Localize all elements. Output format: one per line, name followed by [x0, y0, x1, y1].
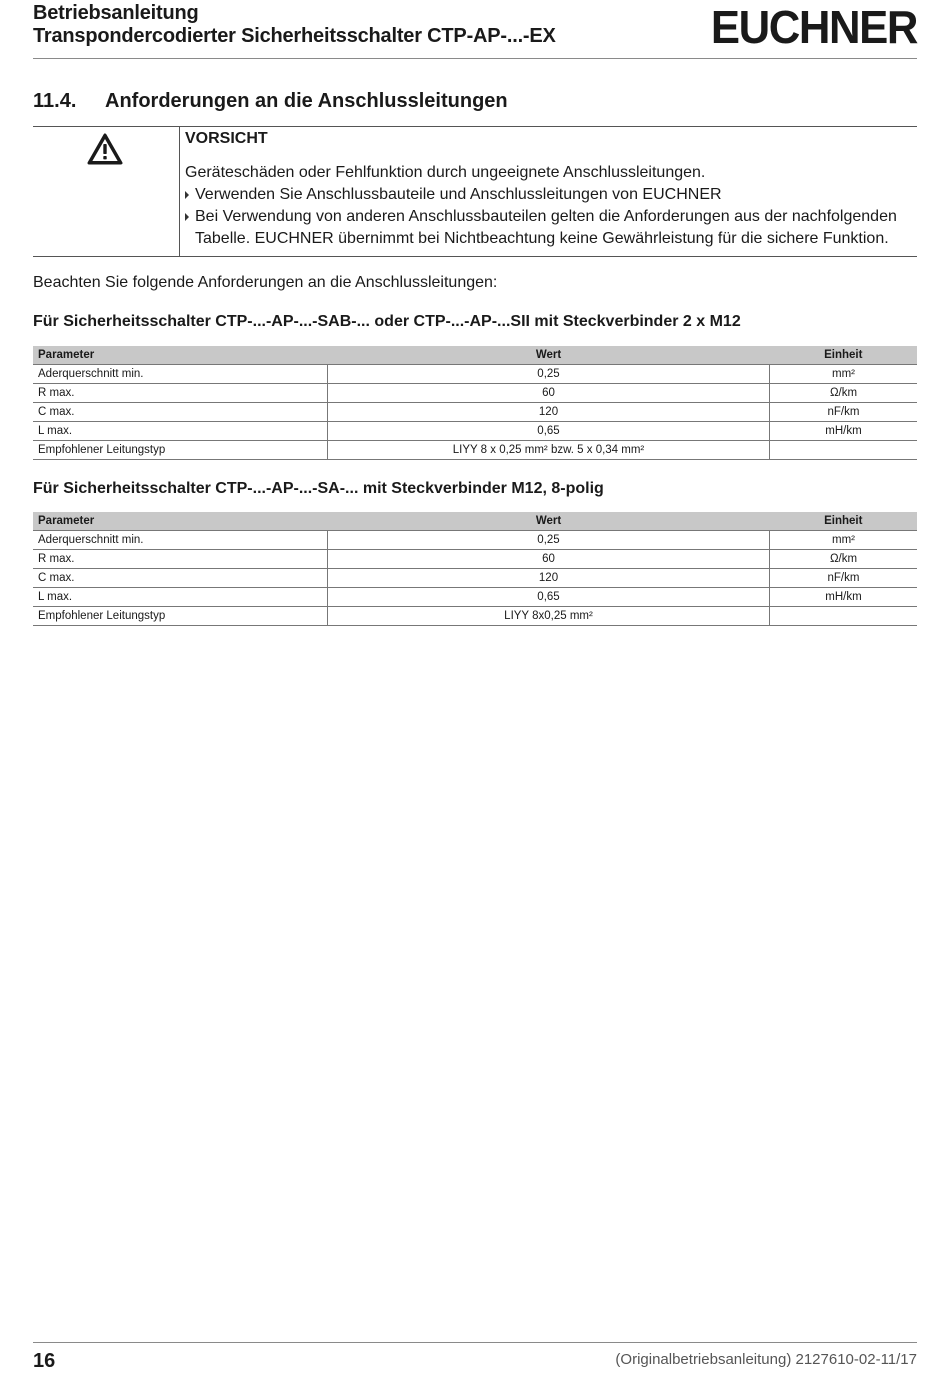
cell-parameter: R max. — [33, 384, 328, 403]
table-row — [33, 550, 917, 569]
cell-unit: mH/km — [770, 422, 918, 441]
cell-unit — [770, 607, 918, 626]
cell-parameter: C max. — [33, 569, 328, 588]
section-heading — [33, 88, 508, 114]
cell-unit: mH/km — [770, 588, 918, 607]
cell-parameter: R max. — [33, 550, 328, 569]
table-header-row — [33, 346, 917, 365]
requirements-table-2 — [33, 512, 917, 626]
cell-value: 0,65 — [328, 588, 770, 607]
cell-value: 60 — [328, 550, 770, 569]
cell-parameter: Empfohlener Leitungstyp — [33, 607, 328, 626]
cell-parameter: L max. — [33, 422, 328, 441]
cell-parameter: C max. — [33, 403, 328, 422]
notice-divider — [179, 127, 180, 256]
page-number: 16 — [33, 1350, 56, 1372]
table-header-row — [33, 512, 917, 531]
intro-paragraph: Beachten Sie folgende Anforderungen an die Anschlussleitungen: — [33, 274, 498, 291]
cell-parameter: Aderquerschnitt min. — [33, 365, 328, 384]
cell-value: LIYY 8x0,25 mm² — [328, 607, 770, 626]
cell-value: 0,25 — [328, 365, 770, 384]
column-header-wert: Wert — [328, 346, 770, 365]
footer-divider — [33, 1342, 917, 1343]
section-title-text: Anforderungen an die Anschlussleitungen — [105, 90, 508, 112]
table-row — [33, 384, 917, 403]
notice-bullet-text: Bei Verwendung von anderen Anschlussbauteilen gelten die Anforderungen aus der nachfolgenden Tabelle. EUCHNER übernimmt bei Nichtbeachtung keine Gewährleistung für die sichere Funktion. — [195, 208, 897, 247]
table-row — [33, 569, 917, 588]
cell-unit — [770, 441, 918, 460]
notice-heading: VORSICHT — [185, 130, 268, 147]
page-header — [33, 2, 917, 58]
notice-content — [185, 127, 915, 250]
document-title: Transpondercodierter Sicherheitsschalter CTP-AP-...-EX — [33, 25, 556, 47]
warning-triangle-icon — [87, 133, 123, 165]
cell-unit: Ω/km — [770, 550, 918, 569]
cell-unit: mm² — [770, 365, 918, 384]
table-row — [33, 441, 917, 460]
cell-unit: nF/km — [770, 403, 918, 422]
table-row — [33, 403, 917, 422]
cell-value: 0,25 — [328, 531, 770, 550]
notice-bullet-text: Verwenden Sie Anschlussbauteile und Anschlussleitungen von EUCHNER — [195, 186, 722, 203]
column-header-einheit: Einheit — [770, 346, 918, 365]
cell-value: 60 — [328, 384, 770, 403]
header-divider — [33, 58, 917, 59]
table-row — [33, 365, 917, 384]
document-type: Betriebsanleitung — [33, 2, 199, 24]
cell-value: 0,65 — [328, 422, 770, 441]
notice-bullet — [185, 184, 915, 206]
cell-unit: Ω/km — [770, 384, 918, 403]
column-header-einheit: Einheit — [770, 512, 918, 531]
column-header-wert: Wert — [328, 512, 770, 531]
caution-notice — [33, 126, 917, 257]
cell-unit: nF/km — [770, 569, 918, 588]
notice-text: Geräteschäden oder Fehlfunktion durch ungeeignete Anschlussleitungen. — [185, 164, 706, 181]
table-row — [33, 588, 917, 607]
cell-value: 120 — [328, 403, 770, 422]
cell-unit: mm² — [770, 531, 918, 550]
cell-parameter: L max. — [33, 588, 328, 607]
table-2-title: Für Sicherheitsschalter CTP-...-AP-...-SA-... mit Steckverbinder M12, 8-polig — [33, 480, 604, 497]
requirements-table-1 — [33, 346, 917, 460]
section-number: 11.4. — [33, 90, 77, 112]
bullet-arrow-icon — [185, 213, 189, 221]
notice-bullet — [185, 206, 915, 250]
document-reference: (Originalbetriebsanleitung) 2127610-02-11/17 — [615, 1351, 917, 1368]
column-header-parameter: Parameter — [33, 346, 328, 365]
column-header-parameter: Parameter — [33, 512, 328, 531]
table-row — [33, 531, 917, 550]
euchner-logo: EUCHNER — [710, 1, 917, 53]
cell-value: LIYY 8 x 0,25 mm² bzw. 5 x 0,34 mm² — [328, 441, 770, 460]
table-row — [33, 422, 917, 441]
table-1-title: Für Sicherheitsschalter CTP-...-AP-...-SAB-... oder CTP-...-AP-...SII mit Steckverbinder 2 x M12 — [33, 313, 741, 330]
bullet-arrow-icon — [185, 191, 189, 199]
table-row — [33, 607, 917, 626]
cell-value: 120 — [328, 569, 770, 588]
cell-parameter: Empfohlener Leitungstyp — [33, 441, 328, 460]
cell-parameter: Aderquerschnitt min. — [33, 531, 328, 550]
